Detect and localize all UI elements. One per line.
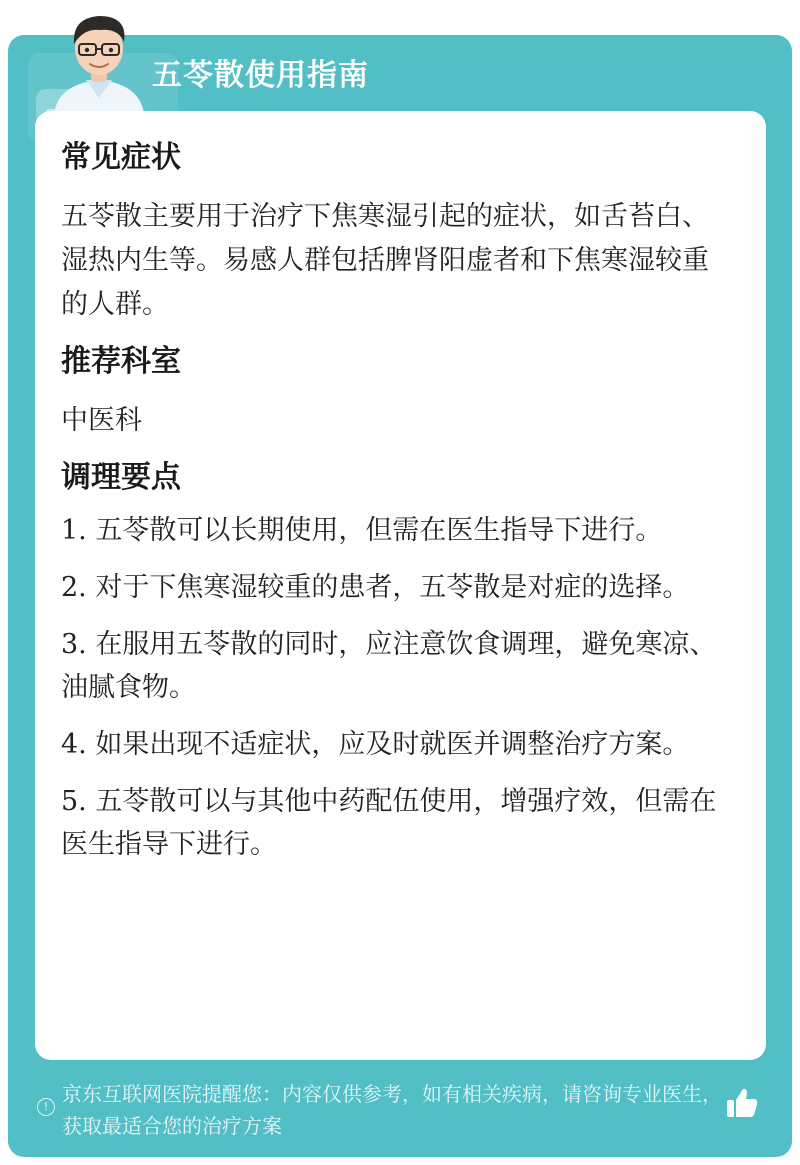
list-item-number: 3. — [61, 629, 87, 660]
content-card — [35, 111, 766, 1060]
list-item-text: 如果出现不适症状，应及时就医并调整治疗方案。 — [95, 729, 690, 760]
list-item — [61, 509, 731, 552]
doctor-avatar — [44, 6, 154, 114]
card-content — [61, 135, 731, 880]
list-item-text: 五苓散可以与其他中药配伍使用，增强疗效，但需在医生指导下进行。 — [61, 786, 717, 860]
list-item — [61, 723, 731, 766]
list-item-text: 对于下焦寒湿较重的患者，五苓散是对症的选择。 — [95, 572, 690, 603]
info-icon: ! — [37, 1098, 55, 1116]
care-list — [61, 509, 731, 866]
footer-disclaimer: 京东互联网医院提醒您：内容仅供参考，如有相关疾病，请咨询专业医生，获取最适合您的治疗方案 — [62, 1082, 722, 1138]
list-item-text: 在服用五苓散的同时，应注意饮食调理，避免寒凉、油腻食物。 — [61, 629, 717, 703]
list-item-number: 4. — [61, 729, 87, 760]
list-item — [61, 780, 731, 866]
section-title-department: 推荐科室 — [61, 344, 181, 379]
page-title: 五苓散使用指南 — [152, 58, 369, 93]
list-item-text: 五苓散可以长期使用，但需在医生指导下进行。 — [95, 515, 663, 546]
section-title-symptoms: 常见症状 — [61, 140, 181, 175]
list-item — [61, 566, 731, 609]
list-item-number: 1. — [61, 515, 87, 546]
list-item — [61, 623, 731, 709]
list-item-number: 2. — [61, 572, 87, 603]
section-title-care: 调理要点 — [61, 460, 181, 495]
symptoms-text: 五苓散主要用于治疗下焦寒湿引起的症状，如舌苔白、湿热内生等。易感人群包括脾肾阳虚者和下焦寒湿较重的人群。 — [61, 201, 709, 320]
department-text: 中医科 — [61, 405, 142, 436]
thumbs-up-icon[interactable] — [724, 1085, 760, 1121]
list-item-number: 5. — [61, 786, 87, 817]
